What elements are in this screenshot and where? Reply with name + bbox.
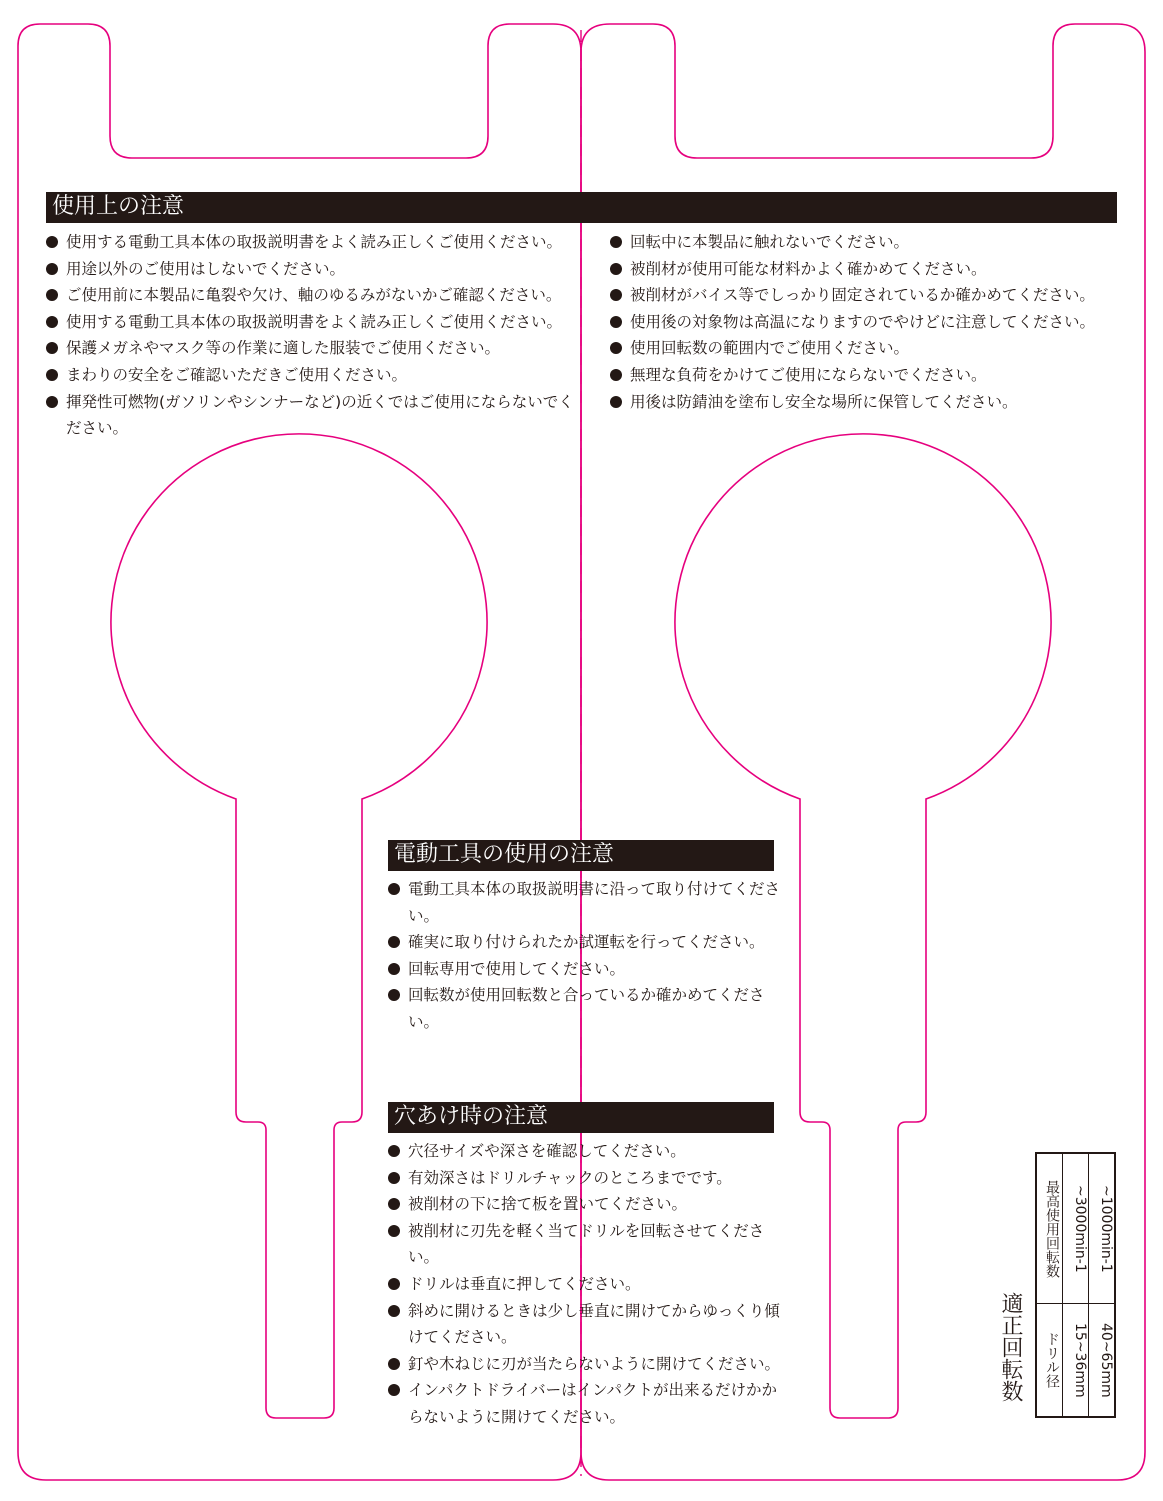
power-tool-notes-list <box>388 876 780 1036</box>
list-item <box>610 389 1120 416</box>
bullet-icon <box>388 1172 400 1184</box>
list-item <box>388 956 780 983</box>
list-item-text: 回転専用で使用してください。 <box>408 959 626 978</box>
list-item <box>46 256 576 283</box>
list-item <box>610 282 1120 309</box>
list-item <box>610 335 1120 362</box>
bullet-icon <box>610 236 622 248</box>
rpm-row <box>1063 1154 1089 1416</box>
list-item <box>46 389 576 442</box>
list-item <box>46 309 576 336</box>
list-item-text: 使用する電動工具本体の取扱説明書をよく読み正しくご使用ください。 <box>66 233 563 251</box>
list-item-text: まわりの安全をご確認いただきご使用ください。 <box>66 365 408 384</box>
list-item-text: 用後は防錆油を塗布し安全な場所に保管してください。 <box>630 392 1018 411</box>
list-item <box>388 1138 780 1165</box>
drilling-notes-list <box>388 1138 780 1431</box>
list-item <box>46 229 576 256</box>
list-item-text: 揮発性可燃物(ガソリンやシンナーなど)の近くではご使用にならないでください。 <box>66 392 574 438</box>
bullet-icon <box>46 369 58 381</box>
bullet-icon <box>46 342 58 354</box>
list-item-text: 被削材がバイス等でしっかり固定されているか確かめてください。 <box>630 286 1095 305</box>
bullet-icon <box>388 1198 400 1210</box>
bullet-icon <box>388 1225 400 1237</box>
list-item <box>610 229 1120 256</box>
list-item-text: 確実に取り付けられたか試運転を行ってください。 <box>408 933 765 952</box>
rpm-cell-speed: ~3000min-1 <box>1063 1154 1088 1304</box>
list-item-text: インパクトドライバーはインパクトが出来るだけかからないように開けてください。 <box>408 1381 778 1426</box>
usage-notes-right-list <box>610 229 1120 415</box>
list-item-text: 用途以外のご使用はしないでください。 <box>66 259 346 278</box>
list-item-text: 電動工具本体の取扱説明書に沿って取り付けてください。 <box>408 880 781 925</box>
rpm-table <box>1035 1152 1116 1418</box>
list-item <box>610 256 1120 283</box>
rpm-row <box>1089 1154 1114 1416</box>
rpm-cell-speed: ~1000min-1 <box>1089 1154 1114 1304</box>
list-item-text: ドリルは垂直に押してください。 <box>408 1274 641 1293</box>
list-item-text: 回転中に本製品に触れないでください。 <box>630 233 910 251</box>
bullet-icon <box>388 936 400 948</box>
list-item-text: 使用後の対象物は高温になりますのでやけどに注意してください。 <box>630 312 1096 331</box>
rpm-table-title: 適正回転数 <box>998 1292 1023 1402</box>
bullet-icon <box>388 963 400 975</box>
list-item <box>388 1165 780 1192</box>
list-item-text: 無理な負荷をかけてご使用にならないでください。 <box>630 365 987 384</box>
list-item <box>388 1271 780 1298</box>
list-item-text: ご使用前に本製品に亀裂や欠け、軸のゆるみがないかご確認ください。 <box>66 286 562 305</box>
list-item <box>388 1298 780 1351</box>
list-item-text: 使用回転数の範囲内でご使用ください。 <box>630 339 910 358</box>
bullet-icon <box>388 1305 400 1317</box>
bullet-icon <box>46 316 58 328</box>
rpm-cell-diameter: 40~65mm <box>1098 1322 1114 1398</box>
bullet-icon <box>388 1358 400 1370</box>
rpm-header-column <box>1037 1154 1063 1416</box>
bullet-icon <box>46 289 58 301</box>
drilling-notes-title: 穴あけ時の注意 <box>388 1102 774 1133</box>
list-item-text: 被削材が使用可能な材料かよく確かめてください。 <box>630 259 987 278</box>
bullet-icon <box>46 396 58 408</box>
list-item <box>610 362 1120 389</box>
list-item <box>388 1218 780 1271</box>
list-item <box>388 876 780 929</box>
list-item-text: 釘や木ねじに刃が当たらないように開けてください。 <box>408 1354 781 1373</box>
bullet-icon <box>388 989 400 1001</box>
bullet-icon <box>610 369 622 381</box>
list-item <box>388 982 780 1035</box>
usage-notes-left-list <box>46 229 576 442</box>
list-item-text: 被削材に刃先を軽く当てドリルを回転させてください。 <box>408 1221 765 1267</box>
list-item-text: 被削材の下に捨て板を置いてください。 <box>408 1195 688 1214</box>
bullet-icon <box>388 1278 400 1290</box>
bullet-icon <box>388 1384 400 1396</box>
list-item <box>610 309 1120 336</box>
list-item-text: 有効深さはドリルチャックのところまでです。 <box>408 1168 732 1187</box>
bullet-icon <box>388 883 400 895</box>
bullet-icon <box>46 263 58 275</box>
list-item-text: 斜めに開けるときは少し垂直に開けてからゆっくり傾けてください。 <box>408 1301 780 1347</box>
list-item <box>46 362 576 389</box>
list-item <box>388 1351 780 1378</box>
list-item <box>388 1377 780 1430</box>
rpm-header-max-speed: 最高使用回転数 <box>1037 1154 1062 1304</box>
power-tool-notes-title: 電動工具の使用の注意 <box>388 840 774 871</box>
list-item <box>46 335 576 362</box>
list-item <box>388 1191 780 1218</box>
list-item-text: 保護メガネやマスク等の作業に適した服装でご使用ください。 <box>66 339 501 358</box>
bullet-icon <box>388 1145 400 1157</box>
list-item <box>388 929 780 956</box>
rpm-header-drill-diameter: ドリル径 <box>1044 1332 1060 1388</box>
list-item <box>46 282 576 309</box>
bullet-icon <box>610 263 622 275</box>
bullet-icon <box>46 236 58 248</box>
list-item-text: 使用する電動工具本体の取扱説明書をよく読み正しくご使用ください。 <box>66 312 563 331</box>
rpm-cell-diameter: 15~36mm <box>1072 1322 1088 1398</box>
bullet-icon <box>610 289 622 301</box>
bullet-icon <box>610 396 622 408</box>
usage-notes-title: 使用上の注意 <box>46 192 1117 223</box>
list-item-text: 回転数が使用回転数と合っているか確かめてください。 <box>408 986 765 1031</box>
bullet-icon <box>610 316 622 328</box>
list-item-text: 穴径サイズや深さを確認してください。 <box>408 1142 686 1160</box>
bullet-icon <box>610 342 622 354</box>
